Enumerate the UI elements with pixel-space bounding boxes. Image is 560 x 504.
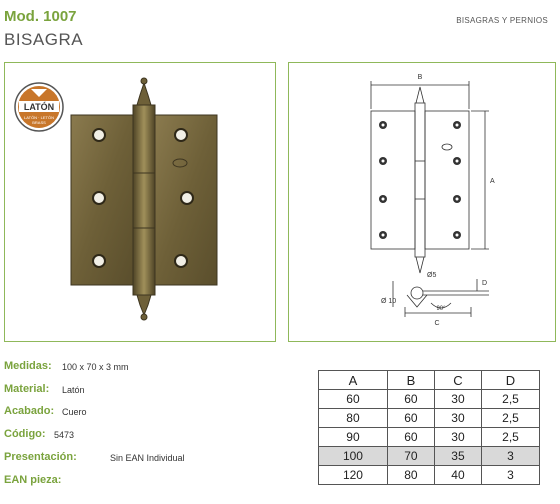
spec-value: 5473 — [54, 430, 75, 440]
dim-c-label: C — [434, 320, 440, 327]
badge-material: LATÓN — [23, 102, 55, 112]
spec-value: Latón — [62, 385, 85, 395]
table-cell: 120 — [319, 466, 388, 485]
table-header: B — [387, 371, 434, 390]
angle-label: 90° — [436, 306, 446, 312]
table-row — [319, 428, 540, 447]
dim-a-label: A — [490, 178, 495, 185]
table-cell: 3 — [482, 466, 540, 485]
table-cell: 40 — [434, 466, 481, 485]
table-cell: 90 — [319, 428, 388, 447]
table-cell: 2,5 — [482, 390, 540, 409]
table-cell: 3 — [482, 447, 540, 466]
table-row — [319, 466, 540, 485]
table-row — [319, 409, 540, 428]
laton-badge — [15, 83, 63, 131]
spec-value: Sin EAN Individual — [110, 453, 185, 463]
table-header: D — [482, 371, 540, 390]
badge-line2: BRASS — [32, 120, 46, 125]
product-type: BISAGRA — [4, 30, 84, 49]
table-cell: 80 — [319, 409, 388, 428]
technical-drawing-panel — [288, 62, 556, 342]
hole-diameter-label: Ø5 — [427, 272, 437, 279]
pin-diameter-label: Ø 10 — [381, 298, 397, 305]
spec-label: Código: — [4, 428, 46, 440]
hinge-photo — [5, 63, 275, 341]
badge-line1: LATÓN · LETÓN — [24, 115, 54, 120]
spec-value: 100 x 70 x 3 mm — [62, 362, 129, 372]
table-cell: 60 — [387, 409, 434, 428]
dimensions-table — [318, 370, 540, 485]
dim-b-label: B — [417, 74, 423, 81]
spec-label: Material: — [4, 383, 50, 395]
table-cell: 2,5 — [482, 409, 540, 428]
table-cell: 80 — [387, 466, 434, 485]
table-cell: 100 — [319, 447, 388, 466]
spec-value: Cuero — [62, 407, 87, 417]
spec-label: EAN pieza: — [4, 474, 62, 486]
hinge-drawing — [289, 63, 555, 341]
dim-d-label: D — [482, 280, 488, 287]
table-cell: 2,5 — [482, 428, 540, 447]
spec-label: Presentación: — [4, 451, 77, 463]
table-header-row — [319, 371, 540, 390]
table-cell: 60 — [387, 428, 434, 447]
model-number: Mod. 1007 — [4, 8, 77, 25]
table-row-highlighted — [319, 447, 540, 466]
table-cell: 30 — [434, 428, 481, 447]
spec-label: Acabado: — [4, 405, 55, 417]
table-cell: 35 — [434, 447, 481, 466]
table-cell: 30 — [434, 409, 481, 428]
table-cell: 70 — [387, 447, 434, 466]
table-row — [319, 390, 540, 409]
table-header: A — [319, 371, 388, 390]
table-cell: 60 — [387, 390, 434, 409]
table-cell: 30 — [434, 390, 481, 409]
table-header: C — [434, 371, 481, 390]
product-photo-panel — [4, 62, 276, 342]
table-cell: 60 — [319, 390, 388, 409]
category-label: BISAGRAS Y PERNIOS — [456, 16, 548, 25]
spec-label: Medidas: — [4, 360, 52, 372]
